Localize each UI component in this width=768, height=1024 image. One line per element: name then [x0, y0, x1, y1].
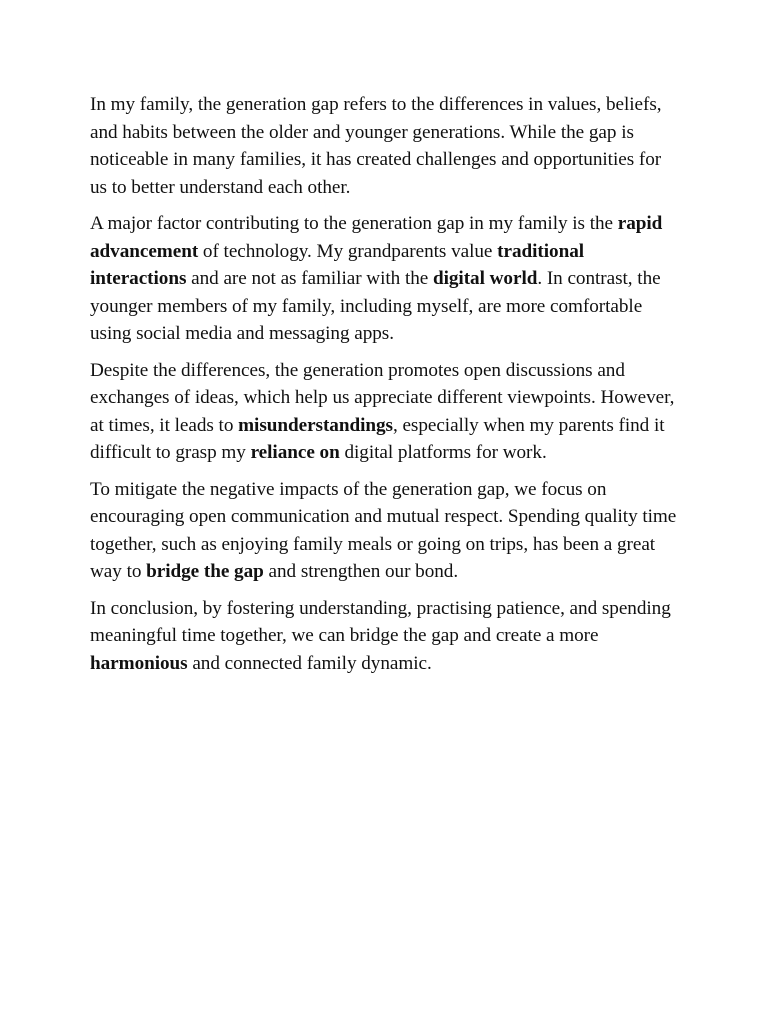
text-segment: , especially when my parents find it difficult to grasp my: [90, 414, 665, 463]
bold-phrase: reliance on: [250, 442, 340, 463]
text-segment: digital platforms for work.: [339, 442, 547, 463]
text-segment: and are not as familiar with the: [186, 268, 433, 289]
text-segment: In my family, the generation gap refers to the differences in values, beliefs, and habits between the older and younger generations. While the gap is noticeable in many families, it has created challenges and opportunities for us to better understand each other.: [90, 94, 662, 198]
text-segment: and connected family dynamic.: [187, 652, 432, 674]
text-segment: A major factor contributing to the generation gap in my family is the: [90, 213, 618, 234]
bold-phrase: harmonious: [90, 652, 188, 674]
paragraph-differences: [90, 357, 682, 467]
text-segment: In conclusion, by fostering understanding, practising patience, and spending meaningful time together, we can bridge the gap and create a more: [90, 597, 671, 646]
paragraph-intro: [90, 91, 682, 201]
paragraph-conclusion: [90, 595, 682, 678]
text-segment: and strengthen our bond.: [263, 561, 459, 582]
document-body: [90, 91, 682, 686]
paragraph-technology-factor: [90, 210, 682, 348]
text-segment: of technology. My grandparents value: [198, 240, 498, 262]
bold-phrase: bridge the gap: [146, 561, 264, 582]
paragraph-mitigation: [90, 476, 682, 586]
text-segment: . In contrast, the younger members of my family, including myself, are more comfortable using social media and messaging apps.: [90, 268, 661, 344]
text-segment: To mitigate the negative impacts of the generation gap, we focus on encouraging open communication and mutual respect. Spending quality time together, such as enjoying family meals or going on trips, has been a great way to: [90, 478, 677, 582]
bold-phrase: misunderstandings: [238, 414, 393, 436]
text-segment: Despite the differences, the generation promotes open discussions and exchanges of ideas, which help us appreciate different viewpoints. However, at times, it leads to: [90, 359, 675, 436]
bold-phrase: traditional interactions: [90, 240, 585, 289]
bold-phrase: rapid advancement: [90, 213, 663, 262]
bold-phrase: digital world: [432, 268, 538, 289]
